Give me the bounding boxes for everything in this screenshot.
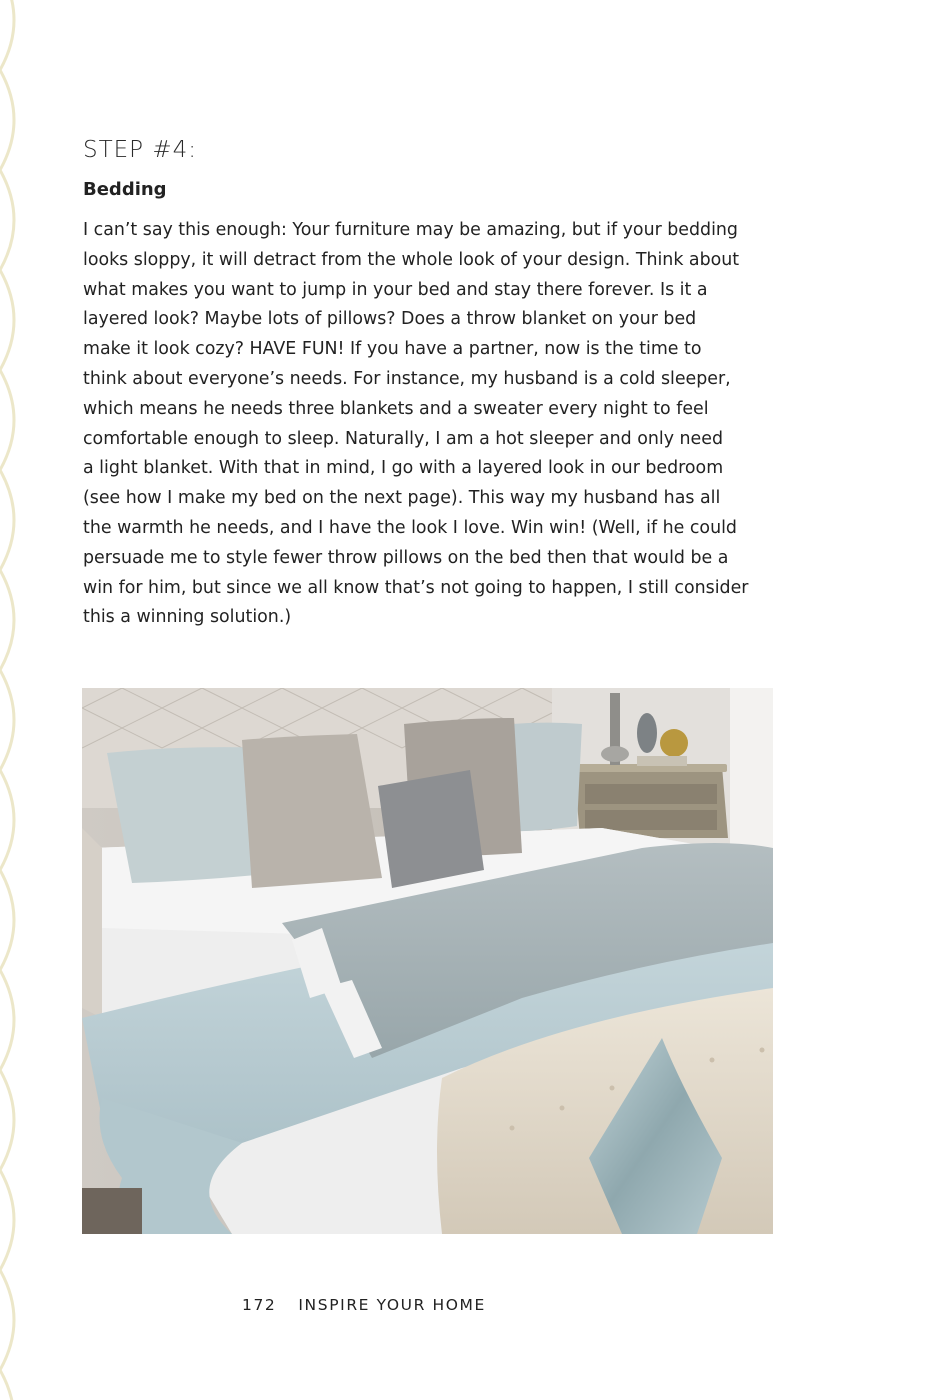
body-line: make it look cozy? HAVE FUN! If you have a partner, now is the time to — [83, 339, 702, 360]
body-line: persuade me to style fewer throw pillows on the bed then that would be a — [83, 547, 729, 568]
body-line: this a winning solution.) — [83, 607, 292, 628]
body-line: a light blanket. With that in mind, I go with a layered look in our bedroom — [83, 458, 724, 479]
scalloped-border-decoration — [0, 0, 40, 1400]
body-line: (see how I make my bed on the next page). This way my husband has all — [83, 488, 721, 509]
step-heading: STEP #4: — [83, 137, 198, 163]
body-line: comfortable enough to sleep. Naturally, I am a hot sleeper and only need — [83, 428, 723, 449]
page-number: 172 — [242, 1296, 277, 1314]
body-line: what makes you want to jump in your bed and stay there forever. Is it a — [83, 279, 708, 300]
page-footer — [242, 1296, 486, 1314]
running-title: INSPIRE YOUR HOME — [298, 1296, 486, 1314]
body-line: the warmth he needs, and I have the look I love. Win win! (Well, if he could — [83, 517, 737, 538]
body-line: I can’t say this enough: Your furniture may be amazing, but if your bedding — [83, 220, 738, 240]
body-paragraph — [83, 216, 773, 633]
body-line: win for him, but since we all know that’s not going to happen, I still consider — [83, 577, 749, 598]
bed-illustration — [82, 688, 773, 1234]
bedroom-photo — [82, 688, 773, 1234]
body-line: looks sloppy, it will detract from the whole look of your design. Think about — [83, 249, 740, 270]
body-line: think about everyone’s needs. For instance, my husband is a cold sleeper, — [83, 368, 731, 389]
body-line: which means he needs three blankets and a sweater every night to feel — [83, 398, 709, 419]
body-line: layered look? Maybe lots of pillows? Does a throw blanket on your bed — [83, 309, 697, 330]
section-title: Bedding — [83, 179, 167, 200]
